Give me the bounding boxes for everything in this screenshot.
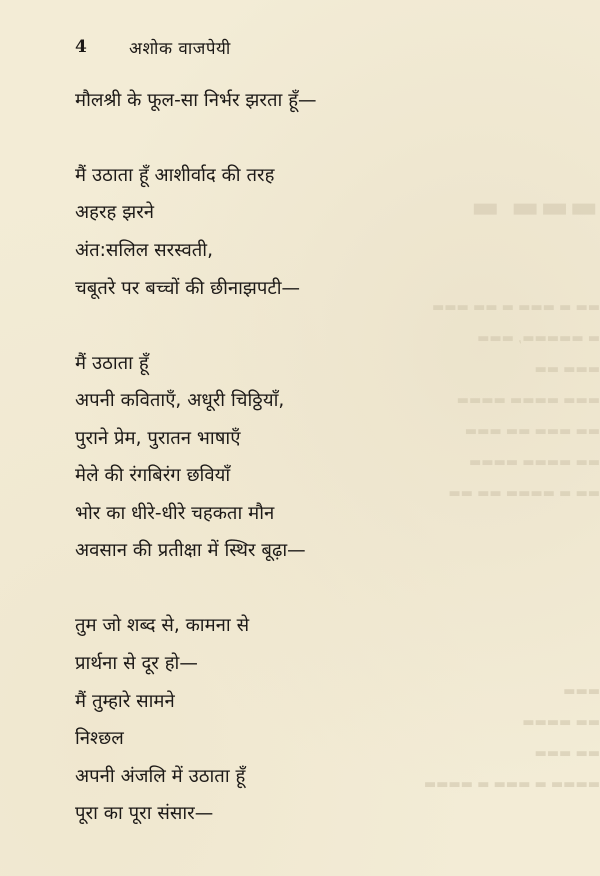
poem-line: अवसान की प्रतीक्षा में स्थिर बूढ़ा— (75, 540, 306, 561)
poem-line: मैं उठाता हूँ आशीर्वाद की तरह (75, 165, 275, 186)
poem-line: मैं तुम्हारे सामने (75, 691, 175, 712)
poem-line: अपनी कविताएँ, अधूरी चिठ्ठियाँ, (75, 390, 285, 411)
page-header (75, 34, 231, 60)
show-through-text-block-lower: ▬▬▬ ▬▬ ▬▬▬▬ ▬▬ ▬▬▬ ▬▬▬▬ ▬ ▬▬▬ ▬ ▬▬▬▬ (423, 684, 600, 792)
page-number: 4 (75, 37, 87, 57)
poem-line: भोर का धीरे-धीरे चहकता मौन (75, 503, 275, 524)
poem-line: मेले की रंगबिरंग छवियाँ (75, 465, 231, 486)
poem-line: अहरह झरने (75, 202, 155, 223)
poem-line: मैं उठाता हूँ (75, 353, 149, 374)
poem-line: तुम जो शब्द से, कामना से (75, 615, 250, 636)
poem-line: अपनी अंजलि में उठाता हूँ (75, 766, 246, 787)
poem-line: अंत:सलिल सरस्वती, (75, 240, 213, 261)
poem-line: मौलश्री के फूल-सा निर्भर झरता हूँ— (75, 90, 317, 111)
poem-line: पुराने प्रेम, पुरातन भाषाएँ (75, 428, 241, 449)
poem-line: प्रार्थना से दूर हो— (75, 653, 198, 674)
poem-line: निश्छल (75, 728, 124, 749)
running-head: अशोक वाजपेयी (129, 38, 231, 59)
poem-line: पूरा का पूरा संसार— (75, 803, 214, 824)
show-through-heading: ▬▬▬ ▬ (470, 190, 598, 225)
show-through-text-block: ▬▬ ▬ ▬▬▬ ▬ ▬▬ ▬▬▬ ▬ ▬▬▬▬▬, ▬▬▬ ▬▬▬ ▬▬ ▬▬▬ ▬▬▬▬ ▬▬▬▬ ▬▬ ▬▬▬ ▬▬ ▬▬▬ ▬▬ ▬▬▬▬ ▬▬▬▬ ▬▬ ▬ ▬▬▬▬ ▬▬ ▬▬ (431, 300, 600, 501)
poem-line: चबूतरे पर बच्चों की छीनाझपटी— (75, 278, 301, 299)
